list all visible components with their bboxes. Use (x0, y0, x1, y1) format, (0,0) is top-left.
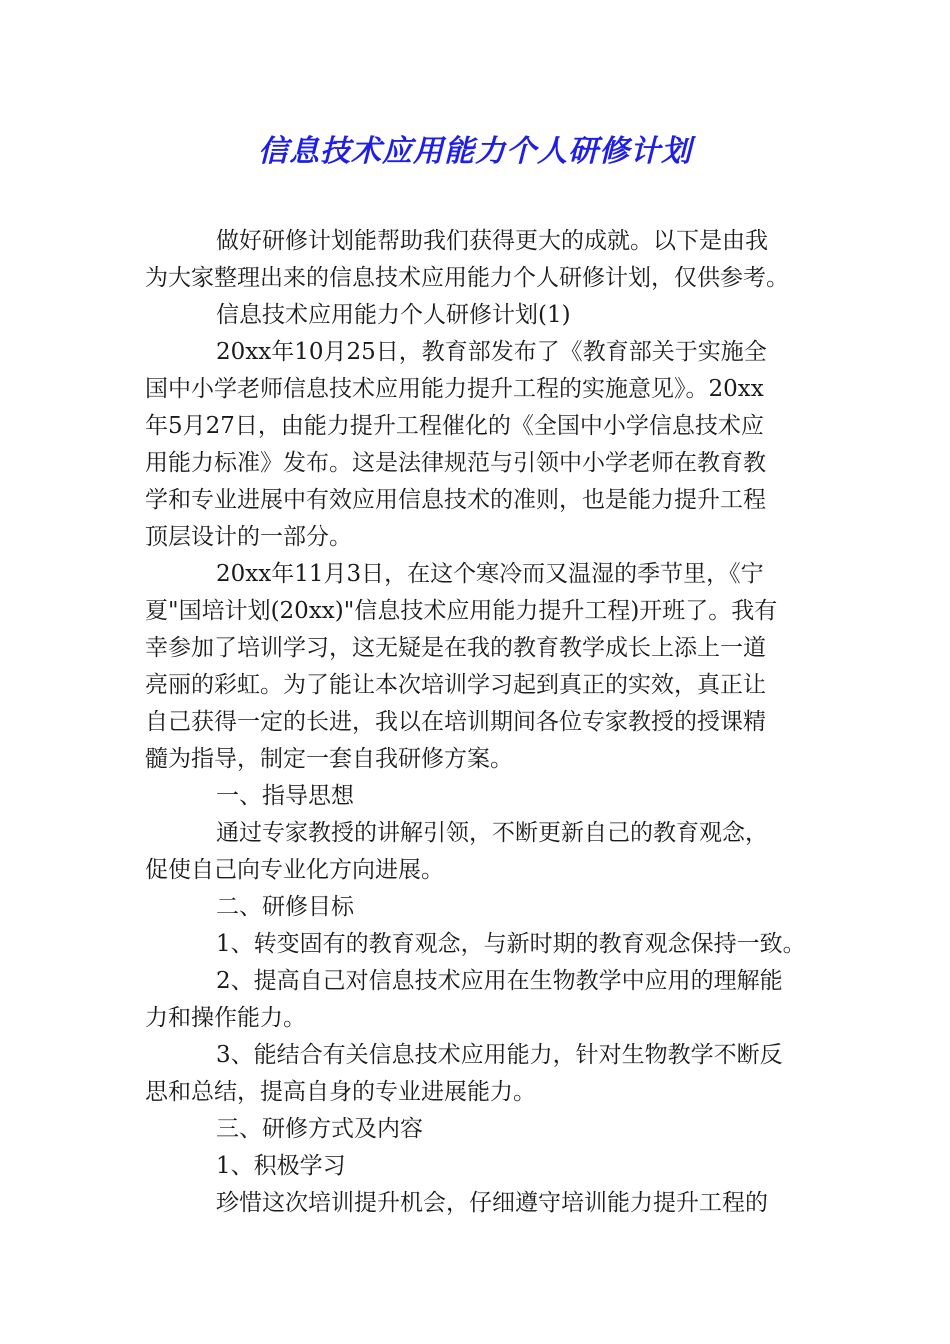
text-line: 髓为指导，制定一套自我研修方案。 (145, 746, 513, 772)
document-title: 信息技术应用能力个人研修计划 (258, 134, 692, 169)
text-line: 1、转变固有的教育观念，与新时期的教育观念保持一致。 (216, 931, 806, 957)
text-line: 20xx年11月3日，在这个寒冷而又温湿的季节里，《宁 (216, 561, 764, 587)
text-line: 夏"国培计划(20xx)"信息技术应用能力提升工程)开班了。我有 (145, 598, 778, 624)
text-line: 用能力标准》发布。这是法律规范与引领中小学老师在教育教 (145, 450, 766, 476)
text-line: 力和操作能力。 (145, 1005, 306, 1031)
text-line: 幸参加了培训学习，这无疑是在我的教育教学成长上添上一道 (145, 635, 766, 661)
text-line: 促使自己向专业化方向进展。 (145, 857, 444, 883)
text-line: 亮丽的彩虹。为了能让本次培训学习起到真正的实效，真正让 (145, 672, 766, 698)
text-line: 3、能结合有关信息技术应用能力，针对生物教学不断反 (216, 1042, 783, 1068)
text-line: 年5月27日，由能力提升工程催化的《全国中小学信息技术应 (145, 413, 764, 439)
text-line: 珍惜这次培训提升机会，仔细遵守培训能力提升工程的 (216, 1190, 768, 1216)
text-line: 信息技术应用能力个人研修计划(1) (216, 302, 571, 328)
subsection-heading: 1、积极学习 (216, 1153, 346, 1179)
text-line: 国中小学老师信息技术应用能力提升工程的实施意见》。20xx (145, 376, 764, 402)
section-heading: 二、研修目标 (216, 894, 354, 920)
text-line: 顶层设计的一部分。 (145, 524, 352, 550)
text-line: 通过专家教授的讲解引领，不断更新自己的教育观念， (216, 820, 768, 846)
text-line: 学和专业进展中有效应用信息技术的准则，也是能力提升工程 (145, 487, 766, 513)
text-line: 2、提高自己对信息技术应用在生物教学中应用的理解能 (216, 968, 783, 994)
text-line: 20xx年10月25日，教育部发布了《教育部关于实施全 (216, 339, 767, 365)
text-line: 为大家整理出来的信息技术应用能力个人研修计划，仅供参考。 (145, 265, 789, 291)
text-line: 自己获得一定的长进，我以在培训期间各位专家教授的授课精 (145, 709, 766, 735)
text-line: 思和总结，提高自身的专业进展能力。 (145, 1079, 536, 1105)
section-heading: 三、研修方式及内容 (216, 1116, 423, 1142)
section-heading: 一、指导思想 (216, 783, 354, 809)
text-line: 做好研修计划能帮助我们获得更大的成就。以下是由我 (216, 228, 768, 254)
